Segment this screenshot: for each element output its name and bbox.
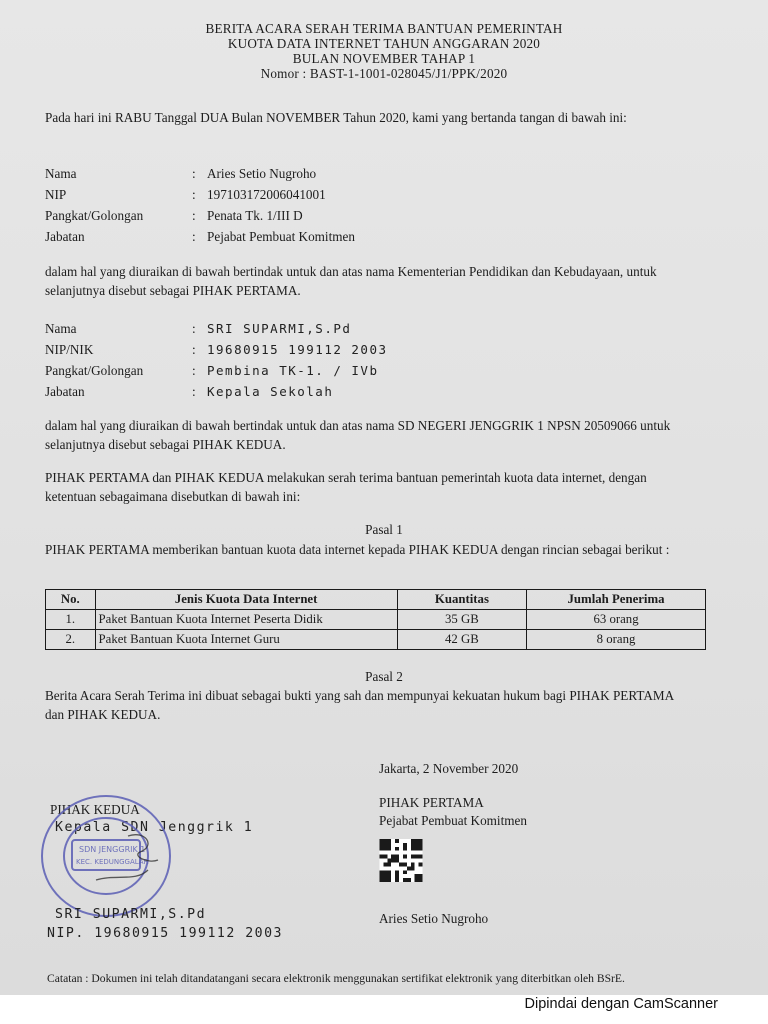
cell-jenis: Paket Bantuan Kuota Internet Peserta Didik [95, 610, 397, 630]
field-label: Nama [45, 320, 77, 336]
svg-text:SDN JENGGRIK 1: SDN JENGGRIK 1 [79, 845, 146, 854]
title-line-3: BULAN NOVEMBER TAHAP 1 [292, 51, 476, 66]
pihak-kedua-name-handwritten: SRI SUPARMI,S.Pd [55, 907, 207, 922]
handwritten-nip: 19680915 199112 2003 [207, 342, 388, 357]
pihak-kedua-nip-handwritten: NIP. 19680915 199112 2003 [47, 926, 283, 941]
field-label: Pangkat/Golongan [45, 207, 144, 223]
pihak-kedua-description: dalam hal yang diuraikan di bawah bertindak untuk dan atas nama SD NEGERI JENGGRIK 1 NPSN 20509066 untuk selanjutnya disebut sebagai PIHAK KEDUA. [45, 418, 671, 452]
handwritten-pangkat: Pembina TK-1. / IVb [207, 363, 379, 378]
pihak-kedua-role-handwritten: Kepala SDN Jenggrik 1 [55, 820, 254, 835]
pihak-pertama-name: Aries Setio Nugroho [379, 911, 489, 926]
field-label: NIP [45, 186, 67, 202]
pasal-2-title: Pasal 2 [365, 669, 403, 684]
header-kuantitas: Kuantitas [397, 590, 526, 610]
handwritten-jabatan: Kepala Sekolah [207, 384, 334, 399]
field-label: Nama [45, 165, 77, 181]
field-colon: : [192, 320, 196, 336]
field-colon: : [192, 165, 196, 181]
field-colon: : [192, 186, 196, 202]
catatan-note: Catatan : Dokumen ini telah ditandatangani secara elektronik menggunakan sertifikat elektronik yang diterbitkan oleh BSrE. [47, 972, 625, 985]
field-row-jabatan [45, 226, 355, 247]
place-date: Jakarta, 2 November 2020 [379, 761, 519, 776]
handwritten-nama: SRI SUPARMI,S.Pd [207, 321, 352, 336]
pihak-pertama-fields [45, 163, 355, 247]
qr-code-icon [379, 839, 423, 882]
cell-jumlah: 63 orang [527, 610, 706, 630]
field-row-nama [45, 318, 388, 339]
field-value-pangkat: Penata Tk. 1/III D [207, 207, 303, 223]
field-row-nip [45, 184, 355, 205]
document-header [0, 21, 768, 81]
header-jenis: Jenis Kuota Data Internet [95, 590, 397, 610]
field-colon: : [192, 207, 196, 223]
field-colon: : [192, 341, 196, 357]
pasal-1-title: Pasal 1 [365, 522, 403, 537]
rincian-table [45, 589, 706, 650]
title-line-1: BERITA ACARA SERAH TERIMA BANTUAN PEMERINTAH [205, 21, 563, 36]
serah-terima-paragraph: PIHAK PERTAMA dan PIHAK KEDUA melakukan serah terima bantuan pemerintah kuota data internet, dengan ketentuan sebagaimana disebutkan di bawah ini: [45, 470, 647, 504]
header-no: No. [46, 590, 96, 610]
cell-jumlah: 8 orang [527, 630, 706, 650]
field-row-nip [45, 339, 388, 360]
pihak-pertama-role: Pejabat Pembuat Komitmen [379, 813, 527, 828]
field-colon: : [192, 383, 196, 399]
field-value-nama: Aries Setio Nugroho [207, 165, 317, 181]
pasal-2-text: Berita Acara Serah Terima ini dibuat sebagai bukti yang sah dan mempunyai kekuatan hukum bagi PIHAK PERTAMA dan PIHAK KEDUA. [45, 688, 674, 722]
field-label: Jabatan [45, 383, 85, 399]
cell-no: 1. [46, 610, 96, 630]
school-stamp-icon [36, 790, 176, 920]
table-row [46, 630, 706, 650]
field-label: NIP/NIK [45, 341, 94, 357]
header-jumlah: Jumlah Penerima [527, 590, 706, 610]
document-number: Nomor : BAST-1-1001-028045/J1/PPK/2020 [260, 66, 508, 81]
pihak-pertama-title: PIHAK PERTAMA [379, 795, 484, 810]
field-value-nip: 197103172006041001 [207, 186, 326, 202]
pihak-kedua-fields [45, 318, 388, 402]
field-row-jabatan [45, 381, 388, 402]
table-row [46, 610, 706, 630]
table-header-row [46, 590, 706, 610]
pasal-1-text: PIHAK PERTAMA memberikan bantuan kuota data internet kepada PIHAK KEDUA dengan rincian sebagai berikut : [45, 542, 670, 557]
field-label: Pangkat/Golongan [45, 362, 144, 378]
camscanner-watermark: Dipindai dengan CamScanner [524, 996, 718, 1012]
cell-no: 2. [46, 630, 96, 650]
cell-jenis: Paket Bantuan Kuota Internet Guru [95, 630, 397, 650]
cell-kuantitas: 35 GB [397, 610, 526, 630]
pihak-pertama-signature-block [379, 794, 527, 830]
svg-text:KEC. KEDUNGGALAR: KEC. KEDUNGGALAR [76, 858, 149, 866]
pihak-pertama-description: dalam hal yang diuraikan di bawah bertindak untuk dan atas nama Kementerian Pendidikan dan Kebudayaan, untuk selanjutnya disebut sebagai PIHAK PERTAMA. [45, 264, 657, 298]
cell-kuantitas: 42 GB [397, 630, 526, 650]
field-label: Jabatan [45, 228, 85, 244]
field-row-pangkat [45, 360, 388, 381]
field-row-nama [45, 163, 355, 184]
intro-paragraph: Pada hari ini RABU Tanggal DUA Bulan NOVEMBER Tahun 2020, kami yang bertanda tangan di bawah ini: [45, 110, 627, 125]
field-row-pangkat [45, 205, 355, 226]
pihak-kedua-title: PIHAK KEDUA [50, 802, 140, 817]
title-line-2: KUOTA DATA INTERNET TAHUN ANGGARAN 2020 [227, 36, 541, 51]
field-value-jabatan: Pejabat Pembuat Komitmen [207, 228, 355, 244]
field-colon: : [192, 362, 196, 378]
field-colon: : [192, 228, 196, 244]
